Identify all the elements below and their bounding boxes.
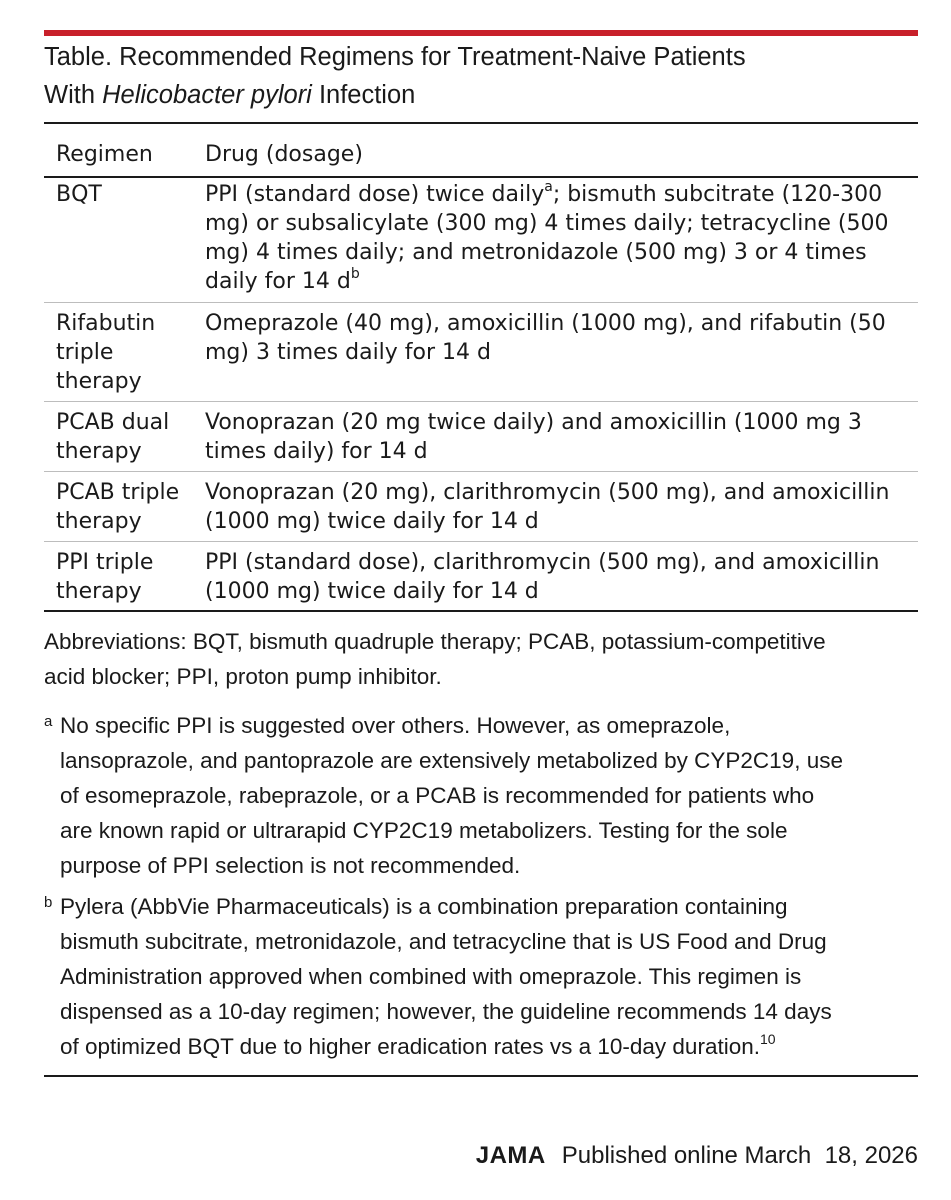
table-header [44,140,918,172]
drug-cell [205,408,918,466]
row-divider [44,471,918,472]
footnote-line: of esomeprazole, rabeprazole, or a PCAB is recommended for patients who [60,783,815,808]
header-drug: Drug (dosage) [205,142,363,167]
abbreviations-line: acid blocker; PPI, proton pump inhibitor. [44,664,442,689]
regimen-line: triple [56,340,114,365]
regimen-cell [56,408,196,466]
notes-bottom-rule [44,1075,918,1077]
accent-rule [44,30,918,36]
journal-name: JAMA [475,1142,546,1169]
regimen-line: BQT [56,182,102,207]
regimen-cell [56,309,196,396]
footnote-line: are known rapid or ultrarapid CYP2C19 metabolizers. Testing for the sole [60,818,788,843]
footnote-line: lansoprazole, and pantoprazole are extensively metabolized by CYP2C19, use [60,748,843,773]
footnote-line: Pylera (AbbVie Pharmaceuticals) is a combination preparation containing [60,894,788,919]
row-divider [44,401,918,402]
drug-cell [205,478,918,536]
header-regimen: Regimen [56,142,153,167]
regimen-cell [56,478,196,536]
drug-cell [205,180,918,296]
footnote-ref-b: b [350,265,360,282]
table-title [44,38,918,114]
footnote-line: No specific PPI is suggested over others. However, as omeprazole, [60,713,731,738]
footnote-body [60,889,918,1064]
drug-line: times daily) for 14 d [205,439,428,464]
drug-line: mg) 4 times daily; and metronidazole (500 mg) 3 or 4 times [205,240,867,265]
drug-line: Vonoprazan (20 mg twice daily) and amoxicillin (1000 mg 3 [205,410,862,435]
regimen-line: therapy [56,579,142,604]
regimen-line: PPI triple [56,550,154,575]
drug-line: Omeprazole (40 mg), amoxicillin (1000 mg), and rifabutin (50 [205,311,886,336]
abbreviations-note [44,624,918,694]
publication-footer [476,1140,918,1172]
regimen-line: Rifabutin [56,311,156,336]
footnote-line: of optimized BQT due to higher eradication rates vs a 10-day duration. [60,1034,760,1059]
drug-line: Vonoprazan (20 mg), clarithromycin (500 mg), and amoxicillin [205,480,890,505]
drug-line: mg) 3 times daily for 14 d [205,340,491,365]
footnote-line: Administration approved when combined with omeprazole. This regimen is [60,964,802,989]
footnote-line: dispensed as a 10-day regimen; however, the guideline recommends 14 days [60,999,832,1024]
drug-cell [205,309,918,367]
drug-line: daily for 14 d [205,269,351,294]
title-line-2-prefix: With [44,81,103,109]
regimen-cell [56,180,196,209]
footnote-mark: b [44,894,53,911]
footnote-ref-a: a [544,178,553,195]
drug-line: mg) or subsalicylate (300 mg) 4 times daily; tetracycline (500 [205,211,889,236]
footnote-b [44,889,918,1064]
footnote-body [60,708,918,883]
header-bottom-rule [44,176,918,178]
drug-line: (1000 mg) twice daily for 14 d [205,509,539,534]
publication-date: Published online March 18, 2026 [561,1142,918,1169]
regimen-line: therapy [56,509,142,534]
drug-line-cont: ; bismuth subcitrate (120-300 [552,182,883,207]
regimen-line: therapy [56,369,142,394]
drug-line: (1000 mg) twice daily for 14 d [205,579,539,604]
reference-number: 10 [759,1030,776,1047]
footnote-mark: a [44,713,53,730]
abbreviations-line: Abbreviations: BQT, bismuth quadruple therapy; PCAB, potassium-competitive [44,629,826,654]
drug-line: PPI (standard dose) twice daily [205,182,545,207]
regimen-cell [56,548,196,606]
title-line-1: Table. Recommended Regimens for Treatment-Naive Patients [44,43,746,71]
footnote-line: bismuth subcitrate, metronidazole, and tetracycline that is US Food and Drug [60,929,827,954]
drug-cell [205,548,918,606]
footnote-line: purpose of PPI selection is not recommended. [60,853,521,878]
footnote-a [44,708,918,883]
regimen-line: PCAB triple [56,480,180,505]
title-line-2-suffix: Infection [311,81,416,109]
drug-line: PPI (standard dose), clarithromycin (500 mg), and amoxicillin [205,550,880,575]
row-divider [44,302,918,303]
regimen-line: PCAB dual [56,410,170,435]
regimen-line: therapy [56,439,142,464]
title-line-2-italic: Helicobacter pylori [102,81,312,109]
header-top-rule [44,122,918,124]
row-divider [44,541,918,542]
table-bottom-rule [44,610,918,612]
